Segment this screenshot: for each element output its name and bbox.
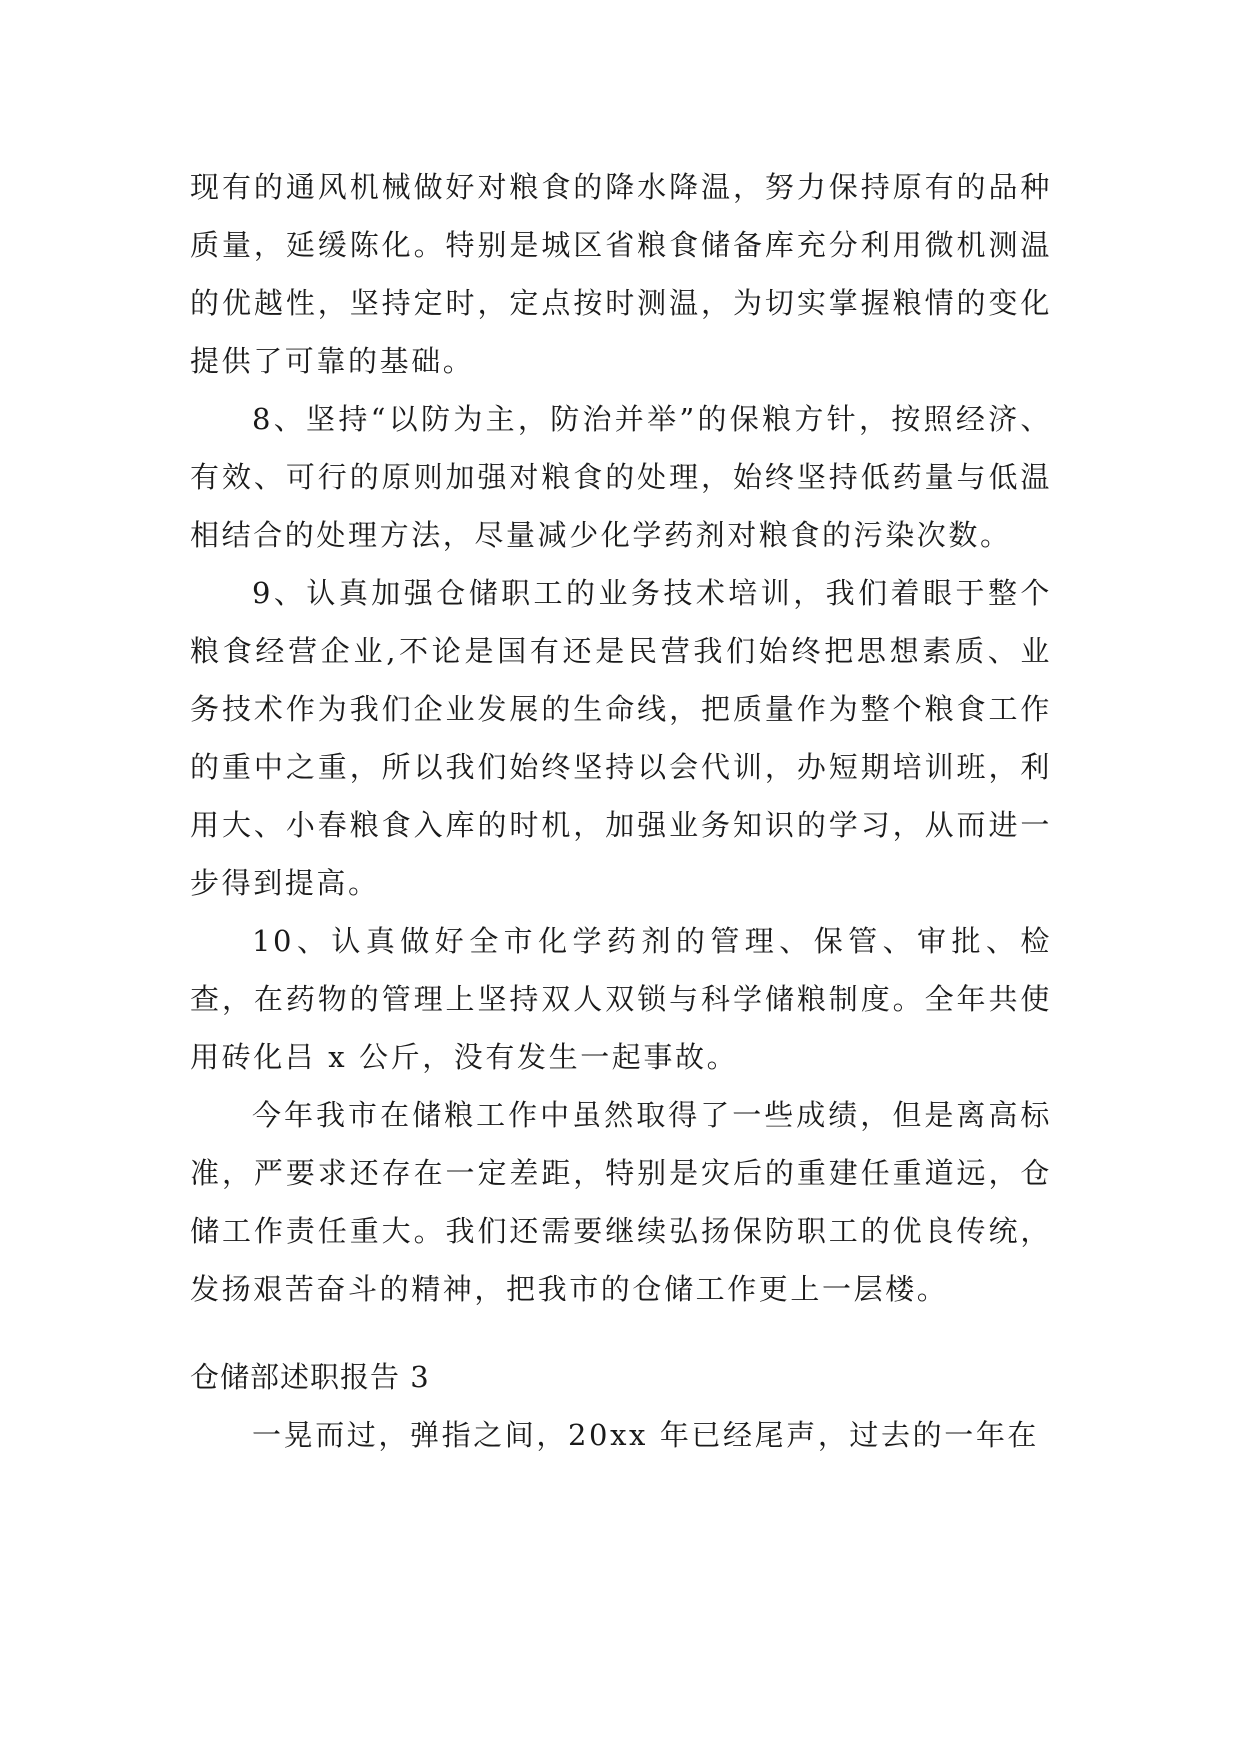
paragraph-item-8: 8、坚持“以防为主，防治并举”的保粮方针，按照经济、有效、可行的原则加强对粮食的处理，始终坚持低药量与低温相结合的处理方法，尽量减少化学药剂对粮食的污染次数。	[190, 402, 1052, 552]
section-first-paragraph: 一晃而过，弹指之间，20xx 年已经尾声，过去的一年在	[252, 1418, 1040, 1452]
paragraph-item-10: 10、认真做好全市化学药剂的管理、保管、审批、检查，在药物的管理上坚持双人双锁与科学储粮制度。全年共使用砖化吕 x 公斤，没有发生一起事故。	[190, 924, 1052, 1074]
paragraph-summary: 今年我市在储粮工作中虽然取得了一些成绩，但是离高标准，严要求还存在一定差距，特别是灾后的重建任重道远，仓储工作责任重大。我们还需要继续弘扬保防职工的优良传统，发扬艰苦奋斗的精神，把我市的仓储工作更上一层楼。	[190, 1098, 1052, 1306]
paragraph-continuation: 现有的通风机械做好对粮食的降水降温，努力保持原有的品种质量，延缓陈化。特别是城区省粮食储备库充分利用微机测温的优越性，坚持定时，定点按时测温，为切实掌握粮情的变化提供了可靠的基础。	[190, 170, 1052, 378]
document-body	[190, 158, 1052, 1464]
paragraph-item-9: 9、认真加强仓储职工的业务技术培训，我们着眼于整个粮食经营企业,不论是国有还是民营我们始终把思想素质、业务技术作为我们企业发展的生命线，把质量作为整个粮食工作的重中之重，所以我们始终坚持以会代训，办短期培训班，利用大、小春粮食入库的时机，加强业务知识的学习，从而进一步得到提高。	[190, 576, 1052, 900]
section-title: 仓储部述职报告 3	[190, 1360, 430, 1394]
